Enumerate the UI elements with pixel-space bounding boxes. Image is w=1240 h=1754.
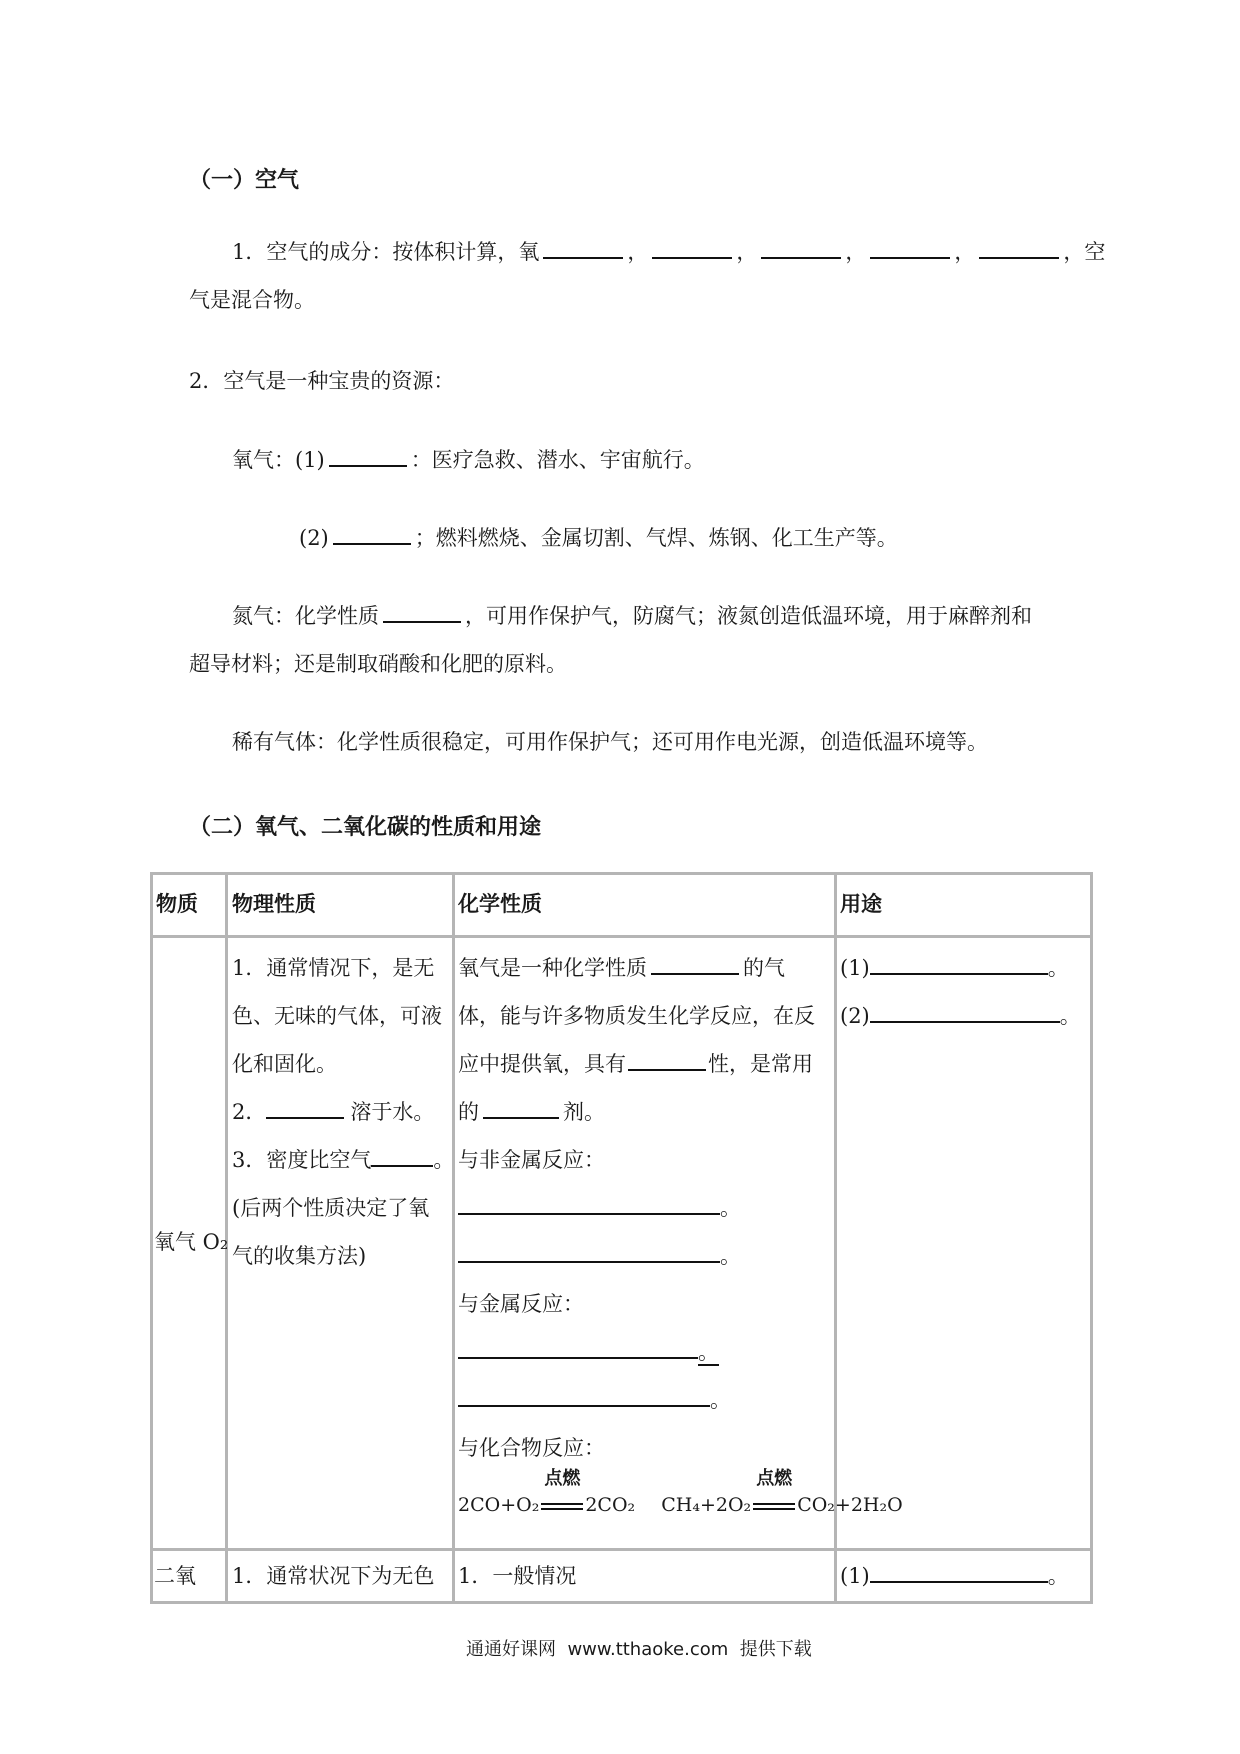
nitrogen-line: 氮气：化学性质 ，可用作保护气，防腐气；液氮创造低温环境，用于麻醉剂和 — [232, 601, 1032, 631]
header-physical: 物理性质 — [232, 892, 316, 916]
table-border-bottom — [150, 1601, 1093, 1604]
blank-agent[interactable] — [483, 1093, 559, 1119]
oxygen-physical-line: 1．通常情况下，是无 — [232, 956, 435, 980]
footer-url[interactable]: www.tthaoke.com — [567, 1639, 729, 1660]
properties-table — [150, 872, 1093, 1604]
blank-equation[interactable] — [458, 1381, 710, 1407]
blank-oxygen[interactable] — [543, 237, 623, 259]
compound-equations — [458, 1468, 903, 1518]
oxygen-physical-note: 气的收集方法) — [232, 1244, 367, 1268]
air-composition-line2: 气是混合物。 — [189, 288, 315, 312]
compound-reaction-label: 与化合物反应： — [458, 1436, 605, 1460]
equation-co-lhs: 2CO+O₂ — [458, 1494, 540, 1516]
blank-property[interactable] — [628, 1045, 706, 1071]
section-heading-air: （一）空气 — [189, 168, 300, 193]
table-header-divider — [150, 935, 1093, 938]
oxygen-chemical-line: 的 剂。 — [458, 1088, 605, 1136]
footer-tail: 提供下载 — [739, 1639, 812, 1660]
ignition-condition: 点燃 — [539, 1492, 585, 1518]
footer-site: 通通好课网 — [466, 1639, 556, 1660]
blank-use[interactable] — [870, 1557, 1048, 1583]
equation-co-rhs: 2CO₂ — [585, 1494, 636, 1516]
nitrogen-line2: 超导材料；还是制取硝酸和化肥的原料。 — [189, 652, 567, 676]
blank-equation[interactable] — [458, 1189, 720, 1215]
table-border-right — [1090, 872, 1093, 1604]
blank-component-5[interactable] — [979, 237, 1059, 259]
blank-density[interactable] — [371, 1141, 433, 1167]
oxygen-use-2: (2) ；燃料燃烧、金属切割、气焊、炼钢、化工生产等。 — [299, 523, 898, 553]
equation-ch4-rhs: CO₂+2H₂O — [797, 1494, 903, 1516]
oxygen-density-line: 3．密度比空气 。 — [232, 1136, 454, 1184]
blank-chemical-activity[interactable] — [651, 949, 739, 975]
nonmetal-equation-1: 。 — [458, 1184, 741, 1232]
section-heading-oxygen-co2: （二）氧气、二氧化碳的性质和用途 — [189, 815, 542, 840]
table-row-divider — [150, 1548, 1093, 1551]
co2-physical-line: 1．通常状况下为无色 — [232, 1564, 435, 1588]
blank-component-2[interactable] — [652, 237, 732, 259]
blank-use[interactable] — [870, 949, 1048, 975]
oxygen-physical-line: 色、无味的气体，可液 — [232, 1004, 442, 1028]
composition-lead: 1．空气的成分：按体积计算，氧 — [232, 240, 540, 264]
blank-component-3[interactable] — [761, 237, 841, 259]
footer — [466, 1635, 812, 1661]
nonmetal-reaction-label: 与非金属反应： — [458, 1148, 605, 1172]
oxygen-use-1: 氧气：(1) ：医疗急救、潜水、宇宙航行。 — [232, 445, 705, 475]
noble-gas-line: 稀有气体：化学性质很稳定，可用作保护气；还可用作电光源，创造低温环境等。 — [232, 730, 988, 754]
header-uses: 用途 — [840, 892, 882, 916]
blank-equation[interactable] — [458, 1237, 720, 1263]
oxygen-chemical-line: 应中提供氧，具有 性，是常用 — [458, 1040, 813, 1088]
oxygen-chemical-line: 氧气是一种化学性质 的气 — [458, 944, 785, 992]
table-border-left — [150, 872, 153, 1604]
table-col-divider-2 — [452, 872, 455, 1604]
blank-use[interactable] — [870, 997, 1060, 1023]
blank-oxygen-use-2[interactable] — [333, 523, 411, 545]
header-substance: 物质 — [156, 892, 198, 916]
oxygen-chemical-line: 体，能与许多物质发生化学反应，在反 — [458, 1004, 815, 1028]
nonmetal-equation-2: 。 — [458, 1232, 741, 1280]
metal-reaction-label: 与金属反应： — [458, 1292, 584, 1316]
air-composition-line: 1．空气的成分：按体积计算，氧 ， ， ， ， ，空 — [232, 237, 1105, 267]
blank-nitrogen-property[interactable] — [383, 601, 461, 623]
oxygen-physical-note: (后两个性质决定了氧 — [232, 1196, 430, 1220]
ignition-condition: 点燃 — [751, 1492, 797, 1518]
co2-use-blank-1: (1) 。 — [840, 1552, 1069, 1600]
blank-component-4[interactable] — [870, 237, 950, 259]
co2-chemical-line: 1．一般情况 — [458, 1564, 577, 1588]
oxygen-physical-line: 化和固化。 — [232, 1052, 337, 1076]
oxygen-use-blank-1: (1) 。 — [840, 944, 1069, 992]
oxygen-use-blank-2: (2) 。 — [840, 992, 1081, 1040]
equation-ch4-lhs: CH₄+2O₂ — [661, 1494, 752, 1516]
blank-solubility[interactable] — [266, 1093, 344, 1119]
table-border-top — [150, 872, 1093, 875]
air-resource-title: 2．空气是一种宝贵的资源： — [189, 369, 455, 393]
oxygen-substance-label: 氧气 O₂ — [154, 1230, 229, 1254]
co2-substance-label: 二氧 — [154, 1564, 196, 1588]
blank-equation[interactable] — [458, 1333, 698, 1359]
header-chemical: 化学性质 — [458, 892, 542, 916]
metal-equation-2: 。 — [458, 1376, 731, 1424]
blank-oxygen-use-1[interactable] — [329, 445, 407, 467]
metal-equation-1: 。 — [458, 1328, 719, 1376]
oxygen-solubility-line: 2． 溶于水。 — [232, 1088, 434, 1136]
